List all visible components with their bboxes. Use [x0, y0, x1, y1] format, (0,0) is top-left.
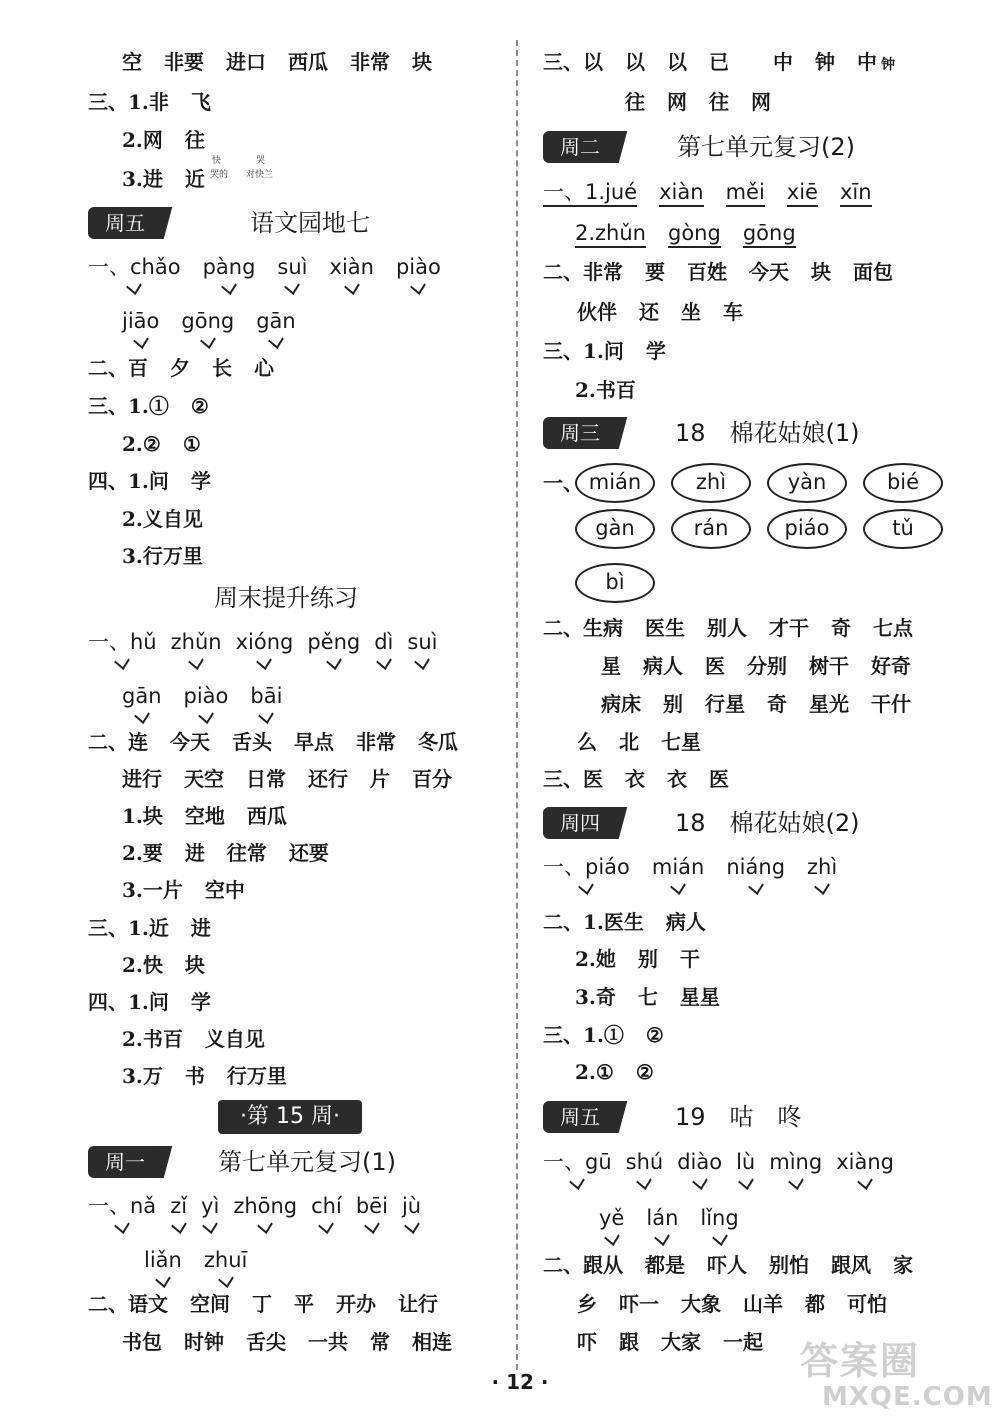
pinyin-row: 一、piáo mián niáng zhì [543, 855, 838, 879]
day-badge: 周五 [543, 1101, 617, 1133]
page-number: · 12 · [491, 1370, 549, 1394]
answer-row: 二、生病 医生 别人 才干 奇 七点 [543, 616, 913, 640]
section-header [88, 1146, 558, 1180]
answer-row: 么 北 七星 [577, 730, 701, 754]
pinyin-oval: tǔ [863, 509, 943, 549]
answer-row: 2.书百 [575, 378, 636, 402]
answer-row: 三、1.问 学 [543, 339, 666, 363]
handwritten-note: 快 [212, 156, 222, 166]
answer-row: 书包 时钟 舌尖 一共 常 相连 [122, 1330, 452, 1354]
answer-row: 二、语文 空间 丁 平 开办 让行 [88, 1292, 438, 1316]
pinyin-row: 一、nǎ zǐ yì zhōng chí bēi jù [88, 1194, 422, 1218]
section-header [543, 417, 1000, 451]
pinyin-row: gān piào bāi [122, 684, 283, 708]
section-title: 周末提升练习 [214, 584, 358, 612]
answer-row: 空 非要 进口 西瓜 非常 块 [122, 50, 432, 74]
answer-row: 伙伴 还 坐 车 [577, 300, 743, 324]
answer-row: 三、1.① ② [88, 394, 209, 418]
answer-row: 二、1.医生 病人 [543, 910, 706, 934]
answer-row: 三、1.① ② [543, 1023, 664, 1047]
answer-row: 2.② ① [122, 432, 201, 456]
pinyin-row: yě lán lǐng [599, 1206, 739, 1230]
answer-row: 四、1.问 学 [88, 990, 211, 1014]
answer-row: 三、1.近 进 [88, 916, 211, 940]
section-header [543, 131, 1000, 165]
day-badge: 周五 [88, 207, 162, 239]
answer-row: 进行 天空 日常 还行 片 百分 [122, 767, 452, 791]
watermark-url: MXQE.COM [822, 1382, 993, 1412]
pinyin-row: 2.zhǔn gòng gōng [575, 221, 818, 248]
day-badge: 周三 [543, 417, 617, 449]
day-badge: 周二 [543, 131, 617, 163]
pinyin-row: 一、chǎo pàng suì xiàn piào [88, 255, 441, 279]
answer-row: 2.义自见 [122, 507, 203, 531]
answer-row: 二、非常 要 百姓 今天 块 面包 [543, 260, 893, 284]
answer-row: 病床 别 行星 奇 星光 干什 [601, 692, 911, 716]
week-banner: ·第 15 周· [218, 1100, 362, 1134]
pinyin-oval: piáo [767, 509, 847, 549]
pinyin-row: liǎn zhuī [144, 1248, 248, 1272]
watermark-logo [800, 1330, 993, 1418]
answer-row: 3.万 书 行万里 [122, 1064, 287, 1088]
pinyin-oval: bié [863, 463, 943, 503]
section-header [543, 1101, 1000, 1135]
section-title: 19 咕 咚 [675, 1103, 802, 1131]
section-title: 第七单元复习(1) [218, 1148, 396, 1176]
answer-row: 二、百 夕 长 心 [88, 356, 274, 380]
pinyin-row: jiāo gōng gān [122, 309, 296, 333]
handwritten-note: 对快兰 [246, 170, 274, 180]
watermark-text: 答案圈 [800, 1339, 921, 1383]
answer-row: 星 病人 医 分别 树干 好奇 [601, 654, 911, 678]
pinyin-oval: bì [575, 563, 655, 603]
oval-prefix: 一、 [543, 471, 583, 495]
pinyin-oval: zhì [671, 463, 751, 503]
pinyin-oval: yàn [767, 463, 847, 503]
answer-row: 2.快 块 [122, 953, 205, 977]
answer-row: 二、跟从 都是 吓人 别怕 跟风 家 [543, 1253, 913, 1277]
answer-row: 往 网 往 网 [625, 90, 771, 114]
pinyin-oval: rán [671, 509, 751, 549]
answer-row: 3.奇 七 星星 [575, 985, 720, 1009]
answer-row: 3.一片 空中 [122, 878, 245, 902]
answer-row: 三、1.非 飞 [88, 90, 211, 114]
answer-row: 三、以 以 以 已 中 钟 中 钟 [543, 50, 895, 74]
answer-row: 3.进 近 [122, 167, 205, 191]
answer-row: 2.网 往 [122, 128, 205, 152]
pinyin-row: 一、gū shú diào lù mìng xiàng [543, 1150, 894, 1174]
answer-row: 四、1.问 学 [88, 469, 211, 493]
answer-row: 2.要 进 往常 还要 [122, 841, 329, 865]
section-title: 18 棉花姑娘(2) [675, 809, 860, 837]
answer-row: 1.块 空地 西瓜 [122, 804, 287, 828]
handwritten-note: 哭 [256, 156, 266, 166]
answer-row: 2.① ② [575, 1060, 654, 1084]
day-badge: 周四 [543, 807, 617, 839]
section-header [543, 807, 1000, 841]
answer-row: 吓 跟 大家 一起 [577, 1330, 763, 1354]
pinyin-oval: mián [575, 463, 655, 503]
handwritten-note: 哭的 [210, 170, 229, 180]
answer-row: 2.书百 义自见 [122, 1027, 265, 1051]
pinyin-oval: gàn [575, 509, 655, 549]
day-badge: 周一 [88, 1146, 162, 1178]
section-title: 第七单元复习(2) [677, 133, 855, 161]
answer-row: 三、医 衣 衣 医 [543, 767, 729, 791]
answer-row: 二、连 今天 舌头 早点 非常 冬瓜 [88, 730, 458, 754]
section-header [88, 207, 558, 241]
pinyin-row: 一、hǔ zhǔn xióng pěng dì suì [88, 630, 438, 654]
pinyin-row: 一、1.jué xiàn měi xiē xīn [543, 180, 894, 207]
answer-row: 乡 吓一 大象 山羊 都 可怕 [577, 1292, 887, 1316]
answer-row: 3.行万里 [122, 544, 203, 568]
section-title: 18 棉花姑娘(1) [675, 419, 860, 447]
answer-row: 2.她 别 干 [575, 947, 700, 971]
section-title: 语文园地七 [250, 209, 370, 237]
